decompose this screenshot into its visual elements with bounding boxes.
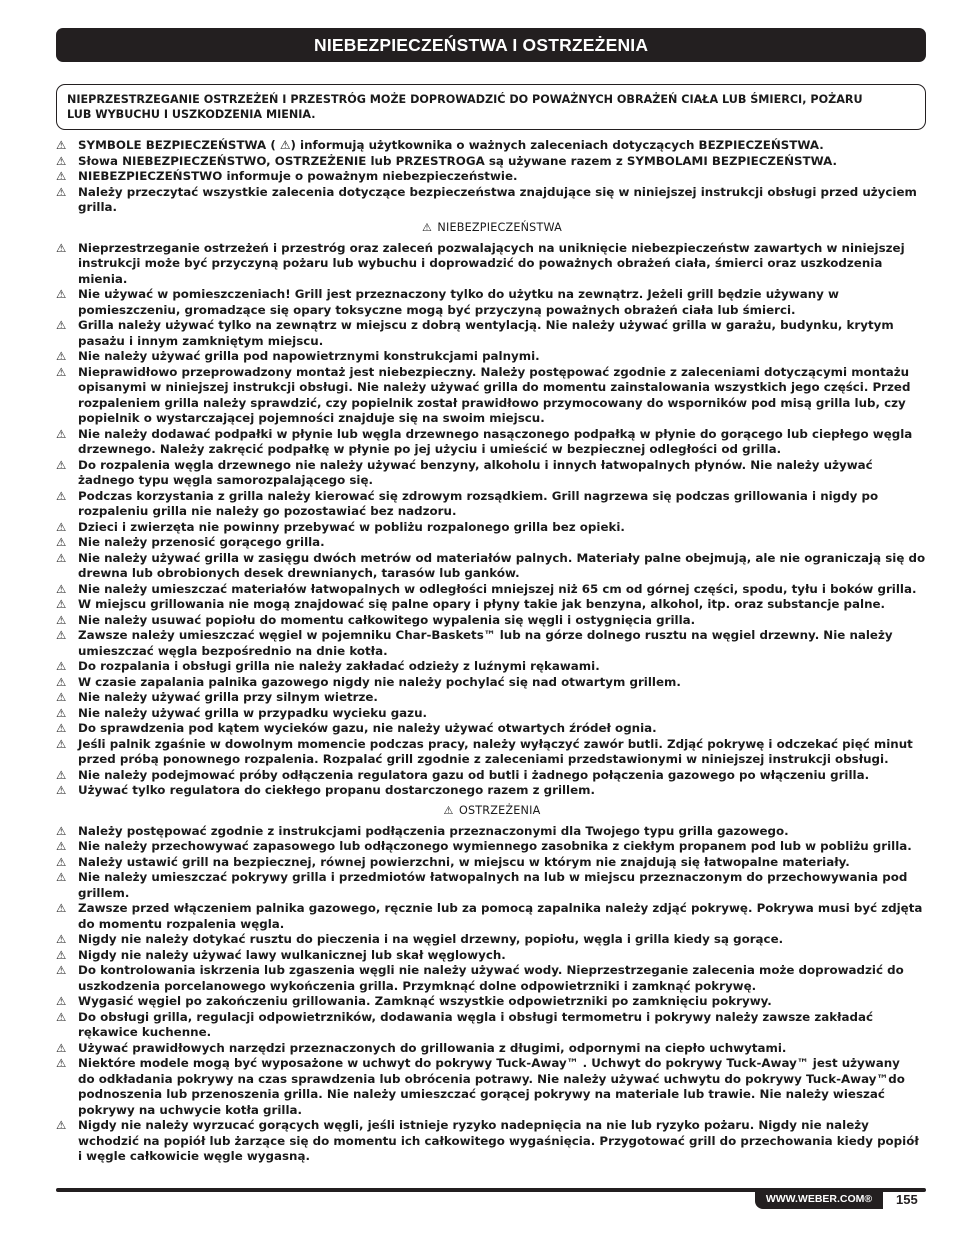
warning-item-line: Nieprawidłowo przeprowadzony montaż jest niebezpieczny. Należy postępować zgodnie z zaleceniami dotyczącymi montażu: [78, 364, 910, 379]
warning-item-line: Należy postępować zgodnie z instrukcjami podłączenia przeznaczonymi dla Twojego typu grilla gazowego.: [78, 823, 789, 838]
warning-item-line: Nigdy nie należy dotykać rusztu do pieczenia i na węgiel drzewny, popiołu, węgla i grilla kiedy są gorące.: [78, 932, 784, 946]
warning-item-line: uszkodzenia porcelanowego wykończenia grilla. Przymknąć dolne odpowietrzniki i zamknąć pokrywę.: [78, 978, 757, 993]
warning-triangle-icon: ⚠: [56, 488, 67, 503]
warning-triangle-icon: ⚠: [56, 839, 67, 853]
warning-item-line: Dzieci i zwierzęta nie powinny przebywać w pobliżu rozpalonego grilla bez opieki.: [78, 519, 625, 534]
warning-item-line: Do kontrolowania iskrzenia lub zgaszenia węgli nie należy używać wody. Nieprzestrzeganie zalecenia może doprowadzić do: [78, 963, 904, 977]
warning-item-line: Nie należy używać grilla pod napowietrznymi konstrukcjami palnymi.: [78, 349, 540, 363]
page-title: NIEBEZPIECZEŃSTWA I OSTRZEŻENIA: [314, 34, 649, 55]
warning-list-item: [56, 932, 928, 948]
warning-triangle-icon: ⚠: [56, 1009, 67, 1024]
warning-triangle-icon: ⚠: [56, 349, 67, 363]
intro-warning-box: [56, 84, 926, 130]
warning-list-item: [56, 427, 928, 458]
warning-triangle-icon: ⚠: [56, 823, 67, 838]
warning-item-line: Wygasić węgiel po zakończeniu grillowania. Zamknąć wszystkie odpowietrzniki po zamknięciu pokrywy.: [78, 994, 772, 1008]
warning-list-item: [56, 1056, 928, 1118]
warning-triangle-icon: ⚠: [56, 535, 67, 549]
warning-list-item: [56, 675, 928, 691]
warning-list-item: [56, 365, 928, 427]
warning-item-line: pokrywy na uchwycie kotła grilla.: [78, 1102, 303, 1117]
warning-triangle-icon: ⚠: [56, 364, 67, 379]
warning-item-line: W czasie zapalania palnika gazowego nigdy nie należy pochylać się nad otwartym grillem.: [78, 674, 681, 689]
warning-list-item: [56, 287, 928, 318]
warnings-content: [56, 138, 928, 1165]
warning-list-item: [56, 318, 928, 349]
warning-item-line: Niektóre modele mogą być wyposażone w uchwyt do pokrywy Tuck-Away™ . Uchwyt do pokrywy Tuck-Away™ jest używany: [78, 1056, 900, 1070]
warning-item-line: instrukcji może być przyczyną pożaru lub wybuchu i doprowadzić do poważnych obrażeń ciała, śmierci oraz uszkodzenia: [78, 256, 883, 270]
warning-triangle-icon: ⚠: [56, 519, 67, 534]
warnings-section: [56, 824, 928, 1165]
warning-list-item: [56, 551, 928, 582]
warning-triangle-icon: ⚠: [56, 963, 67, 977]
warning-list-item: [56, 659, 928, 675]
warning-item-line: mienia.: [78, 271, 128, 286]
warning-triangle-icon: ⚠: [56, 659, 67, 673]
warning-triangle-icon: ⚠: [56, 932, 67, 946]
warning-item-line: przed próbą ponownego rozpalenia. Rozpalać grill zgodnie z zaleceniami przedstawionymi w niniejszej instrukcji obsługi.: [78, 752, 889, 766]
warning-item-line: popielnik o wystarczającej pojemności znajduje się na swoim miejscu.: [78, 411, 545, 425]
warning-list-item: [56, 597, 928, 613]
warning-list-item: [56, 855, 928, 871]
warning-triangle-icon: ⚠: [443, 803, 454, 817]
page-number: 155: [896, 1192, 918, 1207]
warning-triangle-icon: ⚠: [56, 783, 67, 797]
warning-item-line: Należy przeczytać wszystkie zalecenia dotyczące bezpieczeństwa znajdujące się w niniejszej instrukcji obsługi przed użyciem: [78, 184, 917, 199]
warning-item-line: rozpaleniem grilla należy sprawdzić, czy popielnik został prawidłowo przymocowany do wsporników pod misą grilla lub, czy: [78, 395, 906, 410]
warning-list-item: [56, 535, 928, 551]
warning-item-line: Nie należy dodawać podpałki w płynie lub węgla drzewnego nasączonego podpałką w płynie do gorącego lub ciepłego węgla: [78, 426, 913, 441]
warning-list-item: [56, 839, 928, 855]
warning-list-item: [56, 241, 928, 288]
warning-triangle-icon: ⚠: [56, 138, 67, 152]
warning-list-item: [56, 169, 928, 185]
warning-list-item: [56, 185, 928, 216]
warnings-heading: ⚠ OSTRZEŻENIA: [443, 803, 541, 817]
warning-item-line: grillem.: [78, 885, 130, 900]
warning-triangle-icon: ⚠: [421, 220, 432, 234]
warning-item-line: do odkładania pokrywy na czas sprawdzenia lub obrócenia potrawy. Nie należy używać uchwytu do pokrywy Tuck-Away™do: [78, 1071, 905, 1086]
warning-list-item: [56, 520, 928, 536]
warning-item-line: Nie należy przenosić gorącego grilla.: [78, 535, 325, 549]
warning-list-item: [56, 768, 928, 784]
warning-triangle-icon: ⚠: [56, 612, 67, 627]
warning-triangle-icon: ⚠: [56, 318, 67, 332]
warning-item-line: opisanymi w niniejszej instrukcji obsługi. Nie należy używać grilla do momentu zainstalowania wszystkich jego części. Przed: [78, 380, 911, 394]
warning-item-line: Zawsze przed włączeniem palnika gazowego, ręcznie lub za pomocą zapalnika należy zdjąć pokrywę. Pokrywa musi być zdjęta: [78, 901, 923, 915]
warning-item-line: drewna lub obrobionych desek drewnianych, tarasów lub ganków.: [78, 566, 520, 580]
warning-item-line: Grilla należy używać tylko na zewnątrz w miejscu z dobrą wentylacją. Nie należy używać grilla w garażu, budynku, krytym: [78, 318, 894, 332]
warning-item-line: Nieprzestrzeganie ostrzeżeń i przestróg oraz zaleceń pozwalających na uniknięcie niebezpieczeństw zawartych w niniejszej: [78, 240, 905, 255]
warning-list-item: [56, 901, 928, 932]
warning-item-line: żadnego typu węgla samorozpalającego się.: [78, 473, 374, 487]
warning-item-line: SYMBOLE BEZPIECZEŃSTWA ( ⚠) informują użytkownika o ważnych zaleceniach dotyczących BEZPIECZEŃSTWA.: [78, 138, 824, 152]
warning-item-line: Do sprawdzenia pod kątem wycieków gazu, nie należy używać otwartych źródeł ognia.: [78, 721, 657, 735]
warning-item-line: Do rozpalania i obsługi grilla nie należy zakładać odzieży z luźnymi rękawami.: [78, 659, 600, 673]
warning-triangle-icon: ⚠: [56, 736, 67, 751]
warning-triangle-icon: ⚠: [56, 153, 67, 168]
warning-item-line: Podczas korzystania z grilla należy kierować się zdrowym rozsądkiem. Grill nagrzewa się podczas grillowania i nigdy po: [78, 488, 879, 503]
warning-item-line: Nie używać w pomieszczeniach! Grill jest przeznaczony tylko do użytku na zewnątrz. Jeżeli grill będzie używany w: [78, 287, 839, 301]
warning-list-item: [56, 628, 928, 659]
warning-list-item: [56, 721, 928, 737]
warning-list-item: [56, 690, 928, 706]
warning-item-line: rękawice kuchenne.: [78, 1025, 212, 1039]
warning-triangle-icon: ⚠: [56, 457, 67, 472]
warning-list-item: [56, 138, 928, 154]
warning-triangle-icon: ⚠: [56, 854, 67, 869]
warning-item-line: Do obsługi grilla, regulacji odpowietrzników, dodawania węgla i obsługi termometru i pokrywy należy zawsze zakładać: [78, 1009, 873, 1024]
warning-triangle-icon: ⚠: [56, 994, 67, 1008]
warning-triangle-icon: ⚠: [56, 597, 67, 611]
warning-triangle-icon: ⚠: [56, 947, 67, 962]
warning-list-item: [56, 963, 928, 994]
warning-list-item: [56, 582, 928, 598]
warning-item-line: Do rozpalenia węgla drzewnego nie należy używać benzyny, alkoholu i innych łatwopalnych płynów. Nie należy używać: [78, 457, 873, 472]
dangers-section: [56, 241, 928, 799]
warning-list-item: [56, 994, 928, 1010]
warning-list-item: [56, 349, 928, 365]
warning-item-line: NIEBEZPIECZEŃSTWO informuje o poważnym niebezpieczeństwie.: [78, 169, 518, 183]
warning-triangle-icon: ⚠: [56, 184, 67, 199]
warning-list-item: [56, 613, 928, 629]
warning-item-line: rozpaleniu grilla nie należy go pozostawiać bez nadzoru.: [78, 504, 457, 518]
warning-item-line: Słowa NIEBEZPIECZEŃSTWO, OSTRZEŻENIE lub PRZESTROGA są używane razem z SYMBOLAMI BEZPIECZEŃSTWA.: [78, 153, 838, 168]
warning-triangle-icon: ⚠: [56, 240, 67, 255]
warning-item-line: Nie należy umieszczać materiałów łatwopalnych w odległości mniejszej niż 65 cm od górnej części, spodu, tyłu i boków grilla.: [78, 581, 917, 596]
warning-item-line: Nie należy używać grilla w zasięgu dwóch metrów od materiałów palnych. Materiały palne obejmują, ale nie ograniczają się do: [78, 550, 926, 565]
warning-triangle-icon: ⚠: [56, 426, 67, 441]
warning-list-item: [56, 706, 928, 722]
warning-triangle-icon: ⚠: [56, 901, 67, 915]
warning-item-line: Nie należy używać grilla przy silnym wietrze.: [78, 690, 378, 704]
warning-item-line: i węgle całkowicie węgle wygasną.: [78, 1149, 310, 1163]
warning-triangle-icon: ⚠: [56, 767, 67, 782]
warning-item-line: drzewnego. Należy zakręcić podpałkę w płynie po jej użyciu i umieścić w bezpiecznej odległości od grilla.: [78, 442, 782, 456]
warning-triangle-icon: ⚠: [56, 550, 67, 565]
dangers-heading: ⚠ NIEBEZPIECZEŃSTWA: [421, 220, 563, 234]
warning-item-line: Używać prawidłowych narzędzi przeznaczonych do grillowania z długimi, odpornymi na ciepło uchwytami.: [78, 1040, 787, 1055]
warning-triangle-icon: ⚠: [56, 690, 67, 704]
warning-item-line: Nie należy używać grilla w przypadku wycieku gazu.: [78, 705, 427, 720]
warning-item-line: Nigdy nie należy używać lawy wulkanicznej lub skał węglowych.: [78, 947, 506, 962]
warning-triangle-icon: ⚠: [56, 1040, 67, 1055]
warning-item-line: Nigdy nie należy wyrzucać gorących węgli, jeśli istnieje ryzyko nadepnięcia na nie lub ryzyko pożaru. Nigdy nie należy: [78, 1118, 869, 1132]
warning-item-line: podnoszenia lub przenoszenia grilla. Nie należy umieszczać gorącej pokrywy na materiale lub trawie. Nie należy wieszać: [78, 1087, 885, 1101]
warning-item-line: Jeśli palnik zgaśnie w dowolnym momencie podczas pracy, należy wyłączyć zawór butli. Zdjąć pokrywę i odczekać pięć minut: [78, 736, 913, 751]
warning-item-line: Zawsze należy umieszczać węgiel w pojemniku Char-Baskets™ lub na górze dolnego rusztu na węgiel drzewny. Nie należy: [78, 628, 893, 642]
warning-list-item: [56, 783, 928, 799]
warning-list-item: [56, 948, 928, 964]
warning-triangle-icon: ⚠: [56, 581, 67, 596]
warning-list-item: [56, 458, 928, 489]
section-title-banner: [56, 28, 926, 62]
intro-line: LUB WYBUCHU I USZKODZENIA MIENIA.: [67, 108, 316, 121]
intro-line: NIEPRZESTRZEGANIE OSTRZEŻEŃ I PRZESTRÓG MOŻE DOPROWADZIĆ DO POWAŻNYCH OBRAŻEŃ CIAŁA LUB ŚMIERCI, POŻARU: [67, 93, 863, 106]
safety-symbols-section: [56, 138, 928, 216]
warning-item-line: Nie należy podejmować próby odłączenia regulatora gazu od butli i żadnego połączenia gazowego po włączeniu grilla.: [78, 767, 870, 782]
warning-item-line: Nie należy przechowywać zapasowego lub odłączonego wymiennego zasobnika z ciekłym propanem pod lub w pobliżu grilla.: [78, 839, 912, 853]
warning-item-line: do momentu rozpalenia węgla.: [78, 916, 285, 931]
warning-triangle-icon: ⚠: [56, 721, 67, 735]
warning-item-line: wchodzić na popiół lub żarzące się do momentu ich całkowitego wygaśnięcia. Przygotować grill do przechowania kiedy popiół: [78, 1133, 919, 1148]
warning-item-line: Nie należy usuwać popiołu do momentu całkowitego wypalenia się węgli i ostygnięcia grilla.: [78, 612, 696, 627]
warning-item-line: W miejscu grillowania nie mogą znajdować się palne opary i płyny takie jak benzyna, alkohol, itp. oraz substancje palne.: [78, 597, 886, 611]
warning-triangle-icon: ⚠: [56, 169, 67, 183]
warning-item-line: pasażu i innym zamkniętym miejscu.: [78, 333, 324, 348]
warning-item-line: pomieszczeniu, gromadzące się opary toksyczne mogą być przyczyną poważnych obrażeń ciała lub śmierci.: [78, 302, 796, 317]
warning-triangle-icon: ⚠: [56, 628, 67, 642]
warning-triangle-icon: ⚠: [56, 1118, 67, 1132]
warning-triangle-icon: ⚠: [56, 674, 67, 689]
warning-item-line: Należy ustawić grill na bezpiecznej, równej powierzchni, w miejscu w którym nie znajdują się łatwopalne materiały.: [78, 854, 850, 869]
warning-item-line: umieszczać węgla bezpośrednio na dnie kotła.: [78, 643, 388, 658]
warning-list-item: [56, 870, 928, 901]
warning-item-line: grilla.: [78, 200, 117, 214]
warning-triangle-icon: ⚠: [56, 287, 67, 301]
warning-item-line: Nie należy umieszczać pokrywy grilla i przedmiotów łatwopalnych na lub w miejscu przeznaczonym do przechowywania pod: [78, 870, 908, 884]
warning-triangle-icon: ⚠: [56, 870, 67, 884]
warning-list-item: [56, 1010, 928, 1041]
warning-triangle-icon: ⚠: [56, 1056, 67, 1070]
warning-list-item: [56, 1118, 928, 1165]
warning-triangle-icon: ⚠: [56, 705, 67, 720]
website-badge: WWW.WEBER.COM®: [755, 1189, 883, 1209]
warning-list-item: [56, 154, 928, 170]
warning-list-item: [56, 1041, 928, 1057]
warning-list-item: [56, 824, 928, 840]
warning-item-line: Używać tylko regulatora do ciekłego propanu dostarczonego razem z grillem.: [78, 783, 595, 797]
warning-list-item: [56, 737, 928, 768]
warning-list-item: [56, 489, 928, 520]
